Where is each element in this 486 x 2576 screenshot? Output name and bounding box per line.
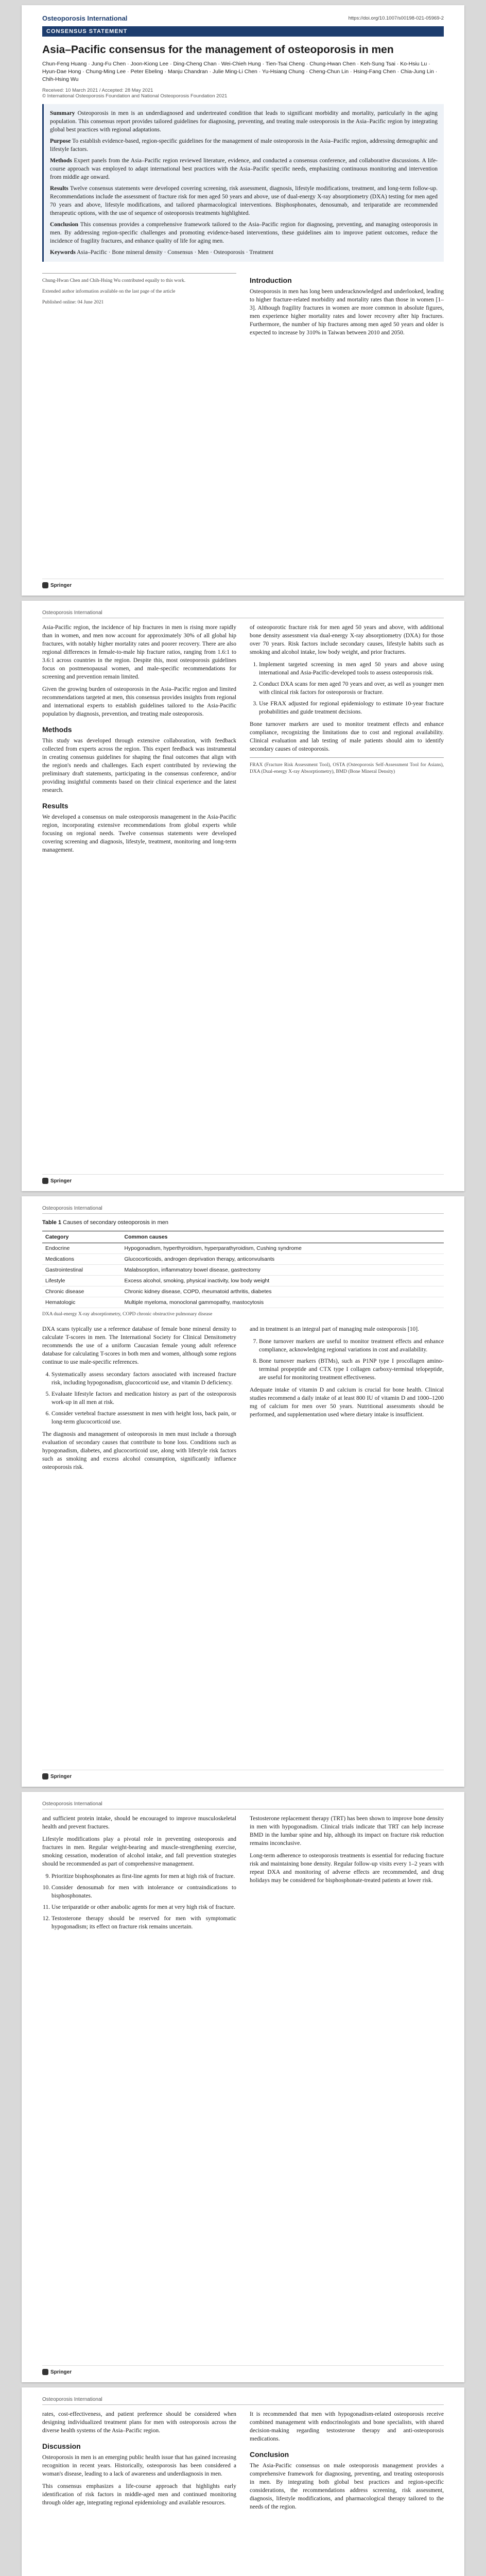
list-item: 5. Evaluate lifestyle factors and medication history as part of the osteoporosis work-up in all men at risk. [51, 1390, 236, 1406]
table-row: Lifestyle Excess alcohol, smoking, physical inactivity, low body weight [42, 1276, 444, 1286]
page-3-columns [42, 1325, 444, 1476]
correspondence-note: Chung-Hwan Chen and Chih-Hsing Wu contributed equally to this work. [42, 278, 186, 283]
methods-heading: Methods [42, 725, 72, 734]
list-item: 8. Bone turnover markers (BTMs), such as P1NP type I procollagen amino-terminal propeptide and CTX type I collagen carboxy-terminal telopeptide, are useful for monitoring treatment effectiveness. [259, 1357, 444, 1382]
paragraph: Asia-Pacific region, the incidence of hip fractures in men is rising more rapidly than in women, and men now account for approximately 30% of all global hip fractures, with notably higher mortality rates and poorer recovery. There are also regional differences in female-to-male hip fracture ratios, ranging from 1.6:1 to 3.6:1 across countries in the region. Despite this, most osteoporosis guidelines focus on postmenopausal women, and male-specific recommendations for screening and prevention remain limited. [42, 624, 236, 680]
springer-horse-icon [42, 2369, 48, 2375]
paragraph: The Asia-Pacific consensus on male osteoporosis management provides a comprehensive framework for diagnosing, preventing, and treating osteoporosis in men. By integrating both global best practices and region-specific considerations, the recommendations address screening, risk assessment, diagnosis, lifestyle modifications, and pharmacological therapy tailored to the needs of the region. [250, 2463, 444, 2510]
introduction-heading: Introduction [250, 276, 292, 284]
list-item: 1. Implement targeted screening in men aged 50 years and above using international and Asia-Pacific-developed tools to assess osteoporosis risk. [259, 660, 444, 677]
results-label: Results [50, 185, 68, 192]
purpose-text: To establish evidence-based, region-specific guidelines for the management of male osteoporosis in the Asia–Pacific region, addressing demographic and lifestyle factors. [50, 138, 438, 152]
paragraph: Long-term adherence to osteoporosis treatments is essential for reducing fracture risk and maintaining bone density. Regular follow-up visits every 1–2 years with repeat DXA and monitoring of adverse effects are recommended, and drug holidays may be considered for bisphosphonate-treated patients at lower risk. [250, 1853, 444, 1884]
page-2-columns [42, 623, 444, 858]
list-item: 7. Bone turnover markers are useful to monitor treatment effects and enhance compliance, acknowledging regional variations in cost and availability. [259, 1337, 444, 1354]
paragraph: We developed a consensus on male osteoporosis management in the Asia-Pacific region, incorporating extensive recommendations from global experts while focusing on regional needs. Twelve consensus statements were developed covering screening and diagnosis, lifestyle, treatment, monitoring and long-term management. [42, 814, 236, 853]
page-2 [22, 601, 464, 1191]
springer-horse-icon [42, 582, 48, 588]
page-1 [22, 5, 464, 596]
abbreviation-footnote: FRAX (Fracture Risk Assessment Tool), OSTA (Osteoporosis Self-Assessment Tool for Asians), DXA (Dual-energy X-ray Absorptiometry), BMD (Bone Mineral Density) [250, 762, 444, 774]
page-footer [42, 1770, 444, 1780]
list-item: 6. Consider vertebral fracture assessment in men with height loss, back pain, or long-term glucocorticoid use. [51, 1410, 236, 1426]
paragraph: and sufficient protein intake, should be encouraged to improve musculoskeletal health and prevent fractures. [42, 1816, 236, 1830]
springer-logo: Springer [42, 1773, 72, 1780]
list-item: 9. Prioritize bisphosphonates as first-line agents for men at high risk of fracture. [51, 1872, 236, 1880]
paragraph: This consensus emphasizes a life-course approach that highlights early identification of risk factors in middle-aged men and continued monitoring through older age, integrating regional epidemiology and available resources. [42, 2483, 236, 2506]
page-1-columns [42, 269, 444, 341]
column-header: Category [42, 1231, 121, 1243]
discussion-heading: Discussion [42, 2442, 81, 2450]
paragraph: rates, cost-effectiveness, and patient preference should be considered when designing individualized treatment plans for men with osteoporosis across the diverse health systems of the Asia–Pacific region. [42, 2411, 236, 2434]
left-column [42, 1815, 236, 1935]
page-4-columns [42, 1815, 444, 1935]
left-column [42, 269, 236, 341]
left-column [42, 1325, 236, 1476]
table-label: Table 1 [42, 1219, 62, 1226]
conclusion-heading: Conclusion [250, 2450, 289, 2459]
running-header [42, 610, 444, 618]
right-column [250, 1325, 444, 1476]
doi-link[interactable]: https://doi.org/10.1007/s00198-021-05969-2 [348, 15, 444, 21]
list-item: 3. Use FRAX adjusted for regional epidemiology to estimate 10-year fracture probabilities and guide treatment decisions. [259, 700, 444, 716]
article-title: Asia–Pacific consensus for the management of osteoporosis in men [42, 44, 394, 56]
running-head-journal: Osteoporosis International [42, 1801, 102, 1807]
divider [250, 757, 444, 758]
springer-horse-icon [42, 1773, 48, 1780]
received-text: Received: 10 March 2021 / Accepted: 28 May 2021 [42, 88, 153, 93]
right-column [250, 623, 444, 858]
results-heading: Results [42, 802, 68, 810]
divider [42, 273, 236, 274]
summary-text: Osteoporosis in men is an underdiagnosed and undertreated condition that leads to significant morbidity and mortality, particularly in the aging population. This consensus report provides tailored guidelines for diagnosing, preventing, and treating male osteoporosis in the Asia–Pacific region by integrating global best practices with regional adaptations. [50, 110, 438, 133]
running-head-journal: Osteoporosis International [42, 2397, 102, 2402]
article-type-banner: CONSENSUS STATEMENT [42, 26, 444, 37]
right-column [250, 2410, 444, 2515]
keywords-text: Asia–Pacific · Bone mineral density · Consensus · Men · Osteoporosis · Treatment [77, 249, 274, 256]
paragraph: Lifestyle modifications play a pivotal role in preventing osteoporosis and fractures in men. Regular weight-bearing and muscle-strengthening exercise, smoking cessation, moderation of alcohol intake, and fall prevention strategies should be recommended as part of comprehensive management. [42, 1836, 236, 1867]
running-head-journal: Osteoporosis International [42, 610, 102, 616]
springer-horse-icon [42, 1178, 48, 1184]
paragraph: Adequate intake of vitamin D and calcium is crucial for bone health. Clinical studies recommend a daily intake of at least 800 IU of vitamin D and 1000–1200 mg of calcium for men over 50 years. Nutritional assessments should be performed, and supplementation used where dietary intake is insufficient. [250, 1387, 444, 1418]
list-item: 11. Use teriparatide or other anabolic agents for men at very high risk of fracture. [51, 1903, 236, 1911]
list-item: 10. Consider denosumab for men with intolerance or contraindications to bisphosphonates. [51, 1884, 236, 1900]
secondary-causes-table [42, 1231, 444, 1308]
received-dates [42, 88, 444, 99]
paragraph: Testosterone replacement therapy (TRT) has been shown to improve bone density in men with hypogonadism. Clinical trials indicate that TRT can help increase BMD in the lumbar spine and hip, although its impact on fracture risk reduction remains inconclusive. [250, 1816, 444, 1846]
paragraph: of osteoporotic fracture risk for men aged 50 years and above, with additional bone density assessment via dual-energy X-ray absorptiometry (DXA) for those over 70 years. Risk factors include secondary causes, lifestyle habits such as smoking and alcohol intake, low body weight, and prior fractures. [250, 624, 444, 655]
list-item: 12. Testosterone therapy should be reserved for men with symptomatic hypogonadism; its effect on fracture risk remains uncertain. [51, 1914, 236, 1931]
journal-name[interactable]: Osteoporosis International [42, 14, 128, 22]
consensus-list [42, 1872, 236, 1931]
page-5-columns [42, 2410, 444, 2515]
table-row: Gastrointestinal Malabsorption, inflammatory bowel disease, gastrectomy [42, 1265, 444, 1276]
table-row: Chronic disease Chronic kidney disease, COPD, rheumatoid arthritis, diabetes [42, 1286, 444, 1297]
purpose-label: Purpose [50, 138, 71, 144]
paragraph: It is recommended that men with hypogonadism-related osteoporosis receive combined management with endocrinologists and bone specialists, with shared decision-making regarding testosterone therapy and anti-osteoporosis medications. [250, 2411, 444, 2442]
table-note: DXA dual-energy X-ray absorptiometry, COPD chronic obstructive pulmonary disease [42, 1312, 213, 1317]
copyright-text: © International Osteoporosis Foundation and National Osteoporosis Foundation 2021 [42, 93, 228, 99]
page-footer [42, 579, 444, 588]
column-header: Common causes [121, 1231, 444, 1243]
left-column [42, 2410, 236, 2515]
consensus-list [42, 1370, 236, 1426]
table-caption [42, 1219, 444, 1227]
running-header [42, 1206, 444, 1214]
list-item: 2. Conduct DXA scans for men aged 70 years and over, as well as younger men with clinical risk factors for osteoporosis or fracture. [259, 680, 444, 697]
springer-logo: Springer [42, 582, 72, 588]
running-head-journal: Osteoporosis International [42, 1206, 102, 1211]
table-row: Medications Glucocorticoids, androgen deprivation therapy, anticonvulsants [42, 1254, 444, 1265]
paragraph: Bone turnover markers are used to monitor treatment effects and enhance compliance, recognizing the limitations due to cost and regional availability. Clinical evaluation and lab testing of male patients should aim to identify secondary causes of osteoporosis. [250, 721, 444, 752]
consensus-list [250, 1337, 444, 1382]
conclusion-text: This consensus provides a comprehensive framework tailored to the Asia–Pacific region for diagnosing, preventing, and managing osteoporosis in men. By addressing region-specific challenges and promoting evidence-based interventions, these guidelines aim to improve patient outcomes, reduce the incidence of fragility fractures, and enhance quality of life for aging men. [50, 222, 438, 244]
conclusion-label: Conclusion [50, 222, 78, 228]
list-item: 4. Systematically assess secondary factors associated with increased fracture risk, including hypogonadism, glucocorticoid use, and vitamin D deficiency. [51, 1370, 236, 1387]
summary-label: Summary [50, 110, 75, 116]
table-row: Endocrine Hypogonadism, hyperthyroidism, hyperparathyroidism, Cushing syndrome [42, 1243, 444, 1254]
springer-logo: Springer [42, 2369, 72, 2375]
keywords-label: Keywords [50, 249, 76, 256]
introduction-paragraph: Osteoporosis in men has long been underacknowledged and underlooked, leading to higher fracture-related morbidity and mortality rates than those in women [1–3]. Although fragility fractures in women are more common in absolute figures, men experience higher mortality rates and lower recovery after hip fractures. Furthermore, the number of hip fractures among men aged 50 years and older is expected to increase by 310% in Taiwan between 2010 and 2050. [250, 289, 444, 336]
right-column [250, 269, 444, 341]
springer-logo: Springer [42, 1178, 72, 1184]
running-header [42, 2397, 444, 2405]
paragraph: This study was developed through extensive collaboration, with feedback collected from experts across the region. This expert feedback was instrumental in creating consensus guidelines for shaping the final outcomes that align with the region's needs and challenges. Each expert contributed by reviewing the preliminary draft statements, participating in the consensus conference, and/or providing insightful comments based on their clinical experience and the latest research. [42, 738, 236, 793]
consensus-list [250, 660, 444, 716]
published-date: Published online: 04 June 2021 [42, 300, 104, 305]
running-header [42, 1801, 444, 1809]
paragraph: The diagnosis and management of osteoporosis in men must include a thorough evaluation of secondary causes that contribute to bone loss. Conditions such as hypogonadism, diabetes, and glucocorticoid use, along with lifestyle risk factors such as smoking and excess alcohol consumption, significantly influence osteoporosis risk. [42, 1431, 236, 1470]
page-4 [22, 1792, 464, 2382]
results-text: Twelve consensus statements were developed covering screening, risk assessment, diagnosis, lifestyle modifications, treatment, and long-term follow-up. Recommendations include the assessment of fracture risk for men aged 50 years and above, use of dual-energy X-ray absorptiometry (DXA) testing for men aged 70 years and above, lifestyle modifications, and tailored pharmacological interventions. Bisphosphonates, denosumab, and teriparatide are recommended therapeutic options, with the use of sequence of osteoporosis treatments highlighted. [50, 185, 438, 216]
paragraph: and in treatment is an integral part of managing male osteoporosis [10]. [250, 1326, 419, 1332]
page-footer [42, 2365, 444, 2375]
paragraph: Given the growing burden of osteoporosis in the Asia–Pacific region and limited recommendations targeted at men, this consensus provides insights from regional and international experts to establish guidelines tailored to the Asia-Pacific population by diagnosis, prevention, and treating male osteoporosis. [42, 686, 236, 717]
abstract-box [42, 104, 444, 262]
paragraph: Osteoporosis in men is an emerging public health issue that has gained increasing recognition in recent years. Historically, osteoporosis has been considered a woman's disease, leading to a lack of awareness and underdiagnosis in men. [42, 2454, 236, 2477]
author-list[interactable]: Chun-Feng Huang · Jung-Fu Chen · Joon-Kiong Lee · Ding-Cheng Chan · Wei-Chieh Hung · Tien-Tsai Cheng · Chung-Hwan Chen · Keh-Sung Tsai · Ko-Hsiu Lu · Hyun-Dae Hong · Chung-Ming Lee · Peter Ebeling · Manju Chandran · Julie Ming-Li Chen · Yu-Hsiang Chung · Cheng-Chun Lin · Hsing-Fang Chen · Chia-Jung Lin · Chih-Hsing Wu [42, 61, 438, 82]
right-column [250, 1815, 444, 1935]
methods-label: Methods [50, 158, 72, 164]
page-5 [22, 2387, 464, 2576]
left-column [42, 623, 236, 858]
table-caption-text: Causes of secondary osteoporosis in men [63, 1219, 168, 1226]
extended-author-note: Extended author information available on the last page of the article [42, 289, 176, 294]
journal-header [42, 14, 444, 22]
page-footer [42, 1174, 444, 1184]
page-3 [22, 1196, 464, 1787]
table-row: Hematologic Multiple myeloma, monoclonal gammopathy, mastocytosis [42, 1297, 444, 1308]
methods-text: Expert panels from the Asia–Pacific region reviewed literature, evidence, and conducted a consensus conference, and collaborative discussions. A life-course approach was employed to adapt international best practices with the Asia–Pacific specific needs, emphasizing continuous monitoring and intervention from middle age onward. [50, 158, 438, 180]
paragraph: DXA scans typically use a reference database of female bone mineral density to calculate T-scores in men. The International Society for Clinical Densitometry recommends the use of a uniform Caucasian female young adult reference database for calculating T-scores in both men and women, although some regions continue to use male-specific references. [42, 1326, 236, 1365]
